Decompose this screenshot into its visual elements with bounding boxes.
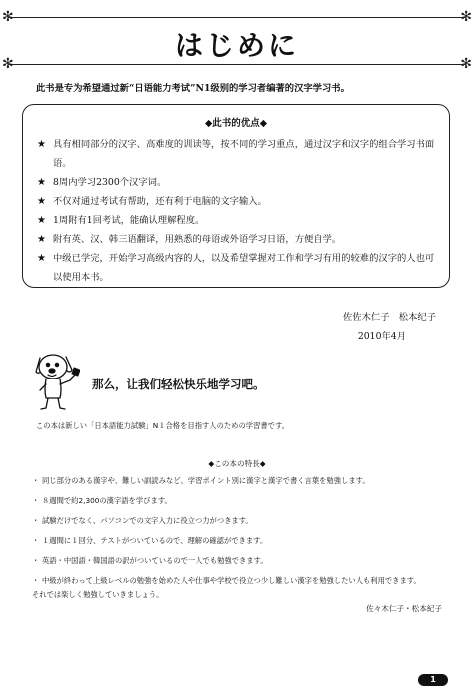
dot-bullet-icon: ・ [32,576,40,585]
list-item: ★ 8周内学习2300个汉字词。 [37,173,435,192]
signature-cn: 佐佐木仁子 松本纪子 [343,312,436,323]
features-title-cn: ◆此书的优点◆ [204,118,268,129]
list-item: ★ 不仅对通过考试有帮助，还有利于电脑的文字输入。 [37,192,435,211]
list-item: ★ 附有英、汉、韩三语翻译，用熟悉的母语或外语学习日语，方便自学。 [37,230,435,249]
star-bullet-icon: ★ [37,139,46,150]
list-item: ★ 中级已学完，开始学习高级内容的人，以及希望掌握对工作和学习有用的较难的汉字的人也可以使用本书。 [37,249,435,287]
dot-bullet-icon: ・ [32,496,40,505]
list-item: ・ 英語・中国語・韓国語の訳がついているので一人でも勉強できます。 [32,556,268,565]
list-item: ・ １週間に１回分、テストがついているので、理解の確認ができます。 [32,536,268,545]
list-item: ・ ８週間で約2,300の漢字語を学びます。 [32,496,172,505]
signature-jp: 佐々木仁子・松本紀子 [366,604,442,613]
list-item: ★ 具有相同部分的汉字、高难度的训读等，按不同的学习重点，通过汉字和汉字的组合学习书面语。 [37,135,435,173]
dot-bullet-icon: ・ [32,516,40,525]
star-bullet-icon: ★ [37,196,46,207]
star-bullet-icon: ★ [37,215,46,226]
list-item: ・ 試験だけでなく、パソコンでの文字入力に役立つ力がつきます。 [32,516,253,525]
star-bullet-icon: ★ [37,177,46,188]
page-number-badge: 1 [418,674,448,686]
star-bullet-icon: ★ [37,234,46,245]
header-top-rule [8,17,466,18]
intro-text-jp: この本は新しい「日本語能力試験」N１合格を目指す人のための学習書です。 [36,421,289,430]
dot-bullet-icon: ・ [32,476,40,485]
dot-bullet-icon: ・ [32,556,40,565]
star-ornament-icon: ✻ [460,56,472,72]
features-list-cn [37,135,435,287]
dog-mascot-icon [32,350,80,412]
header-bottom-rule [8,64,466,65]
star-ornament-icon: ✻ [2,56,14,72]
star-ornament-icon: ✻ [460,9,472,25]
closing-text-jp: それでは楽しく勉強していきましょう。 [32,590,164,599]
list-item: ・ 中級が終わって上級レベルの勉強を始めた人や仕事や学校で役立つ少し難しい漢字を勉強したい人も利用できます。 [32,576,421,585]
star-ornament-icon: ✻ [2,9,14,25]
features-list-jp [32,475,456,595]
page-title: はじめに [174,29,299,62]
list-item: ・ 同じ部分のある漢字や、難しい訓読みなど、学習ポイント別に漢字と漢字で書く言葉を勉強します。 [32,476,370,485]
dot-bullet-icon: ・ [32,536,40,545]
star-bullet-icon: ★ [37,253,46,264]
intro-text-cn: 此书是专为希望通过新“日语能力考试”N1级别的学习者编著的汉字学习书。 [36,83,350,94]
features-box-cn [22,104,450,288]
features-title-jp: ◆この本の特長◆ [208,459,266,468]
list-item: ★ 1周附有1回考试，能确认理解程度。 [37,211,435,230]
slogan-cn: 那么，让我们轻松快乐地学习吧。 [92,377,265,391]
date-cn: 2010年4月 [357,331,406,342]
